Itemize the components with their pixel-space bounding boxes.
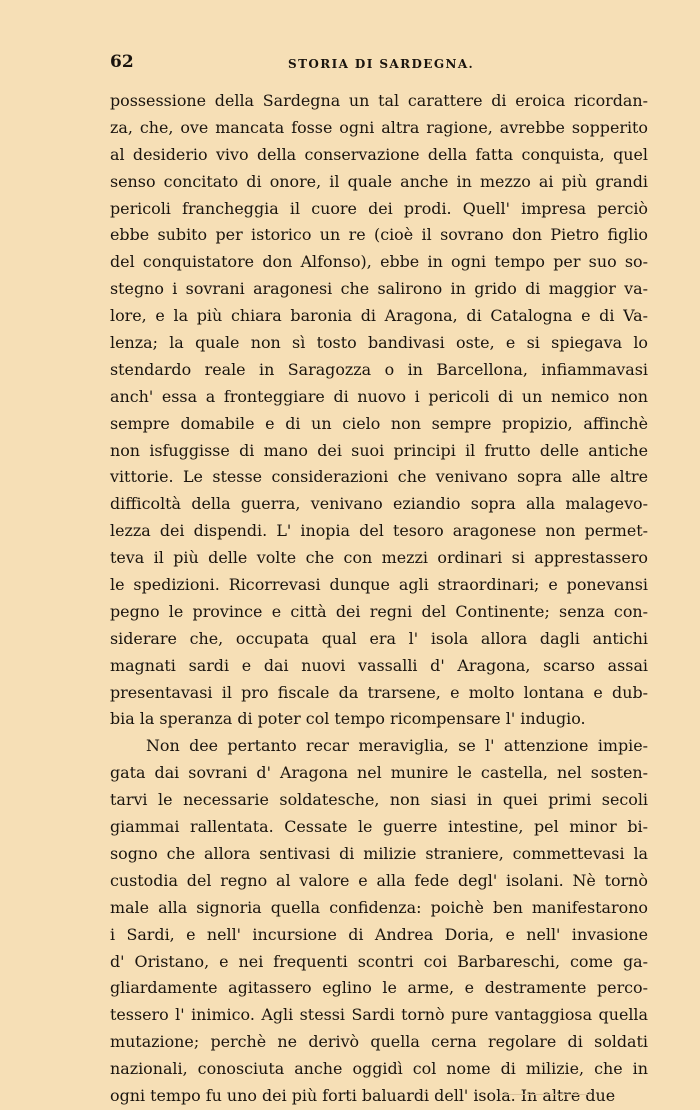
body-text (110, 88, 648, 1110)
text-line: possessione della Sardegna un tal carattere di eroica ricordan- (110, 91, 648, 110)
text-line: tessero l' inimico. Agli stessi Sardi tornò pure vantaggiosa quella (110, 1005, 648, 1025)
text-line: le spedizioni. Ricorrevasi dunque agli straordinari; e ponevansi (110, 575, 648, 595)
text-line: d' Oristano, e nei frequenti scontri coi Barbareschi, come ga- (110, 951, 648, 971)
text-line: tarvi le necessarie soldatesche, non siasi in quei primi secoli (110, 790, 648, 810)
text-line: lore, e la più chiara baronia di Aragona, di Catalogna e di Va- (110, 306, 648, 326)
text-line: del conquistatore don Alfonso), ebbe in ogni tempo per suo so- (110, 252, 648, 272)
text-line: gliardamente agitassero eglino le arme, e destramente perco- (110, 978, 648, 998)
text-line: teva il più delle volte che con mezzi ordinari si apprestassero (110, 548, 648, 568)
text-line: lenza; la quale non sì tosto bandivasi oste, e si spiegava lo (110, 333, 648, 353)
text-line: mutazione; perchè ne derivò quella cerna regolare di soldati (110, 1032, 648, 1052)
paragraph (110, 88, 648, 733)
text-line: presentavasi il pro fiscale da trarsene, e molto lontana e dub- (110, 682, 648, 702)
text-line: nazionali, conosciuta anche oggidì col nome di milizie, che in (110, 1059, 648, 1079)
text-line: stegno i sovrani aragonesi che salirono in grido di maggior va- (110, 279, 648, 299)
text-line: bia la speranza di poter col tempo ricompensare l' indugio. (110, 709, 586, 729)
text-line: magnati sardi e dai nuovi vassalli d' Aragona, scarso assai (110, 655, 648, 675)
text-line: giammai rallentata. Cessate le guerre intestine, pel minor bi- (110, 817, 648, 837)
text-line: pegno le province e città dei regni del Continente; senza con- (110, 601, 648, 621)
scan-smudge (500, 1094, 590, 1105)
text-line: difficoltà della guerra, venivano eziandio sopra alla malagevo- (110, 494, 648, 514)
text-line: siderare che, occupata qual era l' isola allora dagli antichi (110, 628, 648, 648)
running-title: STORIA DI SARDEGNA. (288, 57, 475, 71)
text-line: vittorie. Le stesse considerazioni che venivano sopra alle altre (110, 467, 648, 487)
page-header (110, 52, 648, 76)
text-line: senso concitato di onore, il quale anche in mezzo ai più grandi (110, 171, 648, 191)
text-line: Non dee pertanto recar meraviglia, se l' attenzione impie- (146, 736, 648, 756)
text-line: sogno che allora sentivasi di milizie straniere, commettevasi la (110, 843, 648, 863)
text-line: anch' essa a fronteggiare di nuovo i pericoli di un nemico non (110, 386, 648, 406)
text-line: ebbe subito per istorico un re (cioè il sovrano don Pietro figlio (110, 225, 648, 245)
text-line: non isfuggisse di mano dei suoi principi il frutto delle antiche (110, 440, 648, 460)
text-line: i Sardi, e nell' incursione di Andrea Doria, e nell' invasione (110, 924, 648, 944)
text-line: pericoli francheggia il cuore dei prodi. Quell' impresa perciò (110, 198, 648, 218)
text-line: sempre domabile e di un cielo non sempre propizio, affinchè (110, 413, 648, 433)
paragraph (110, 733, 648, 1109)
text-line: stendardo reale in Saragozza o in Barcellona, infiammavasi (110, 359, 648, 379)
text-line: al desiderio vivo della conservazione della fatta conquista, quel (110, 144, 648, 164)
text-line: custodia del regno al valore e alla fede degl' isolani. Nè tornò (110, 870, 648, 890)
text-line: gata dai sovrani d' Aragona nel munire le castella, nel sosten- (110, 763, 648, 783)
page-number: 62 (110, 52, 134, 72)
text-line: male alla signoria quella confidenza: poichè ben manifestarono (110, 897, 648, 917)
text-line: lezza dei dispendi. L' inopia del tesoro aragonese non permet- (110, 521, 648, 541)
text-line: ogni tempo fu uno dei più forti baluardi dell' isola. In altre due (110, 1085, 616, 1105)
text-line: za, che, ove mancata fosse ogni altra ragione, avrebbe sopperito (110, 117, 648, 137)
